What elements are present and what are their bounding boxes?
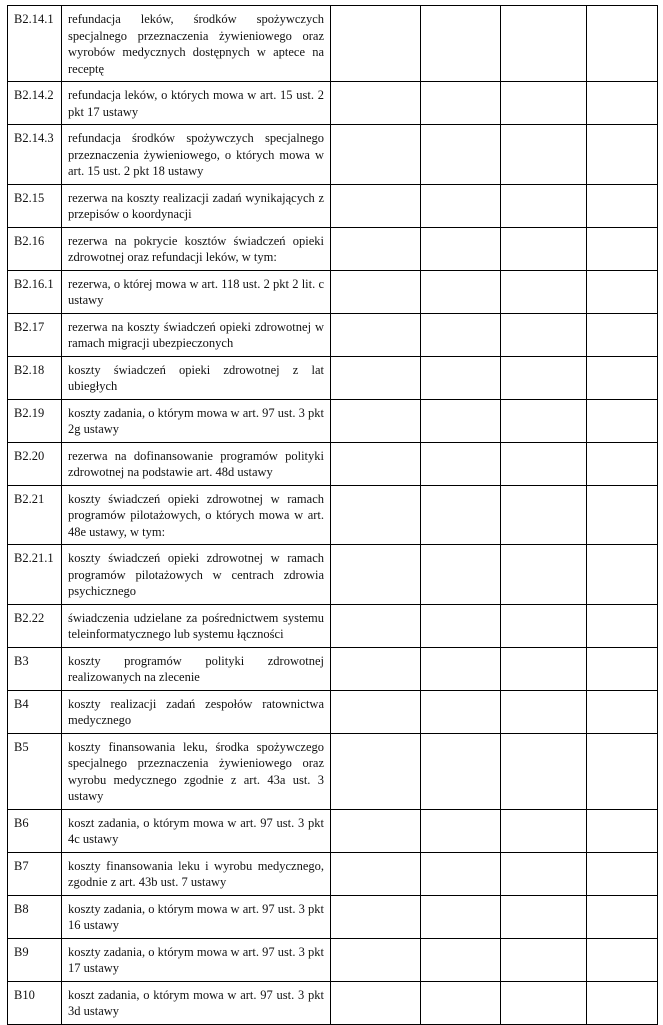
- row-code: B2.19: [8, 399, 62, 442]
- row-code: B2.18: [8, 356, 62, 399]
- row-code: B9: [8, 938, 62, 981]
- value-cell: [421, 545, 501, 605]
- value-cell: [331, 356, 421, 399]
- row-description: refundacja leków, środków spożywczych specjalnego przeznaczenia żywieniowego oraz wyrobów medycznych dostępnych w aptece na receptę: [62, 6, 331, 82]
- table-row: [8, 809, 658, 852]
- value-cell: [501, 125, 587, 185]
- value-cell: [331, 938, 421, 981]
- row-description: rezerwa na koszty realizacji zadań wynikających z przepisów o koordynacji: [62, 184, 331, 227]
- value-cell: [501, 852, 587, 895]
- value-cell: [587, 399, 658, 442]
- value-cell: [587, 545, 658, 605]
- row-description: koszty finansowania leku, środka spożywczego specjalnego przeznaczenia żywieniowego oraz wyrobu medycznego zgodnie z art. 43a ust. 3 ustawy: [62, 733, 331, 809]
- value-cell: [421, 227, 501, 270]
- row-description: koszty realizacji zadań zespołów ratownictwa medycznego: [62, 690, 331, 733]
- value-cell: [421, 852, 501, 895]
- value-cell: [587, 485, 658, 545]
- value-cell: [501, 690, 587, 733]
- value-cell: [587, 442, 658, 485]
- value-cell: [587, 852, 658, 895]
- value-cell: [331, 82, 421, 125]
- value-cell: [331, 604, 421, 647]
- value-cell: [421, 6, 501, 82]
- value-cell: [501, 6, 587, 82]
- value-cell: [587, 895, 658, 938]
- value-cell: [501, 270, 587, 313]
- table-row: [8, 690, 658, 733]
- row-code: B2.22: [8, 604, 62, 647]
- row-code: B2.14.1: [8, 6, 62, 82]
- table-row: [8, 545, 658, 605]
- value-cell: [331, 809, 421, 852]
- table-row: [8, 227, 658, 270]
- value-cell: [587, 184, 658, 227]
- value-cell: [331, 399, 421, 442]
- value-cell: [501, 981, 587, 1024]
- table-row: [8, 604, 658, 647]
- value-cell: [587, 356, 658, 399]
- value-cell: [587, 313, 658, 356]
- value-cell: [421, 356, 501, 399]
- value-cell: [501, 604, 587, 647]
- value-cell: [587, 125, 658, 185]
- row-code: B2.16.1: [8, 270, 62, 313]
- row-code: B8: [8, 895, 62, 938]
- row-code: B4: [8, 690, 62, 733]
- table-row: [8, 647, 658, 690]
- value-cell: [587, 981, 658, 1024]
- row-description: rezerwa, o której mowa w art. 118 ust. 2 pkt 2 lit. c ustawy: [62, 270, 331, 313]
- table-row: [8, 852, 658, 895]
- value-cell: [421, 733, 501, 809]
- value-cell: [501, 895, 587, 938]
- row-code: B2.17: [8, 313, 62, 356]
- table-row: [8, 270, 658, 313]
- value-cell: [421, 604, 501, 647]
- table-row: [8, 313, 658, 356]
- value-cell: [421, 485, 501, 545]
- value-cell: [331, 647, 421, 690]
- table-row: [8, 485, 658, 545]
- value-cell: [331, 442, 421, 485]
- row-code: B2.14.3: [8, 125, 62, 185]
- value-cell: [501, 647, 587, 690]
- value-cell: [421, 82, 501, 125]
- value-cell: [501, 82, 587, 125]
- table-row: [8, 399, 658, 442]
- value-cell: [501, 485, 587, 545]
- table-row: [8, 733, 658, 809]
- value-cell: [421, 442, 501, 485]
- value-cell: [331, 852, 421, 895]
- table-row: [8, 981, 658, 1024]
- value-cell: [331, 313, 421, 356]
- value-cell: [587, 270, 658, 313]
- value-cell: [421, 809, 501, 852]
- value-cell: [501, 227, 587, 270]
- table-row: [8, 895, 658, 938]
- value-cell: [587, 227, 658, 270]
- value-cell: [587, 938, 658, 981]
- value-cell: [421, 938, 501, 981]
- row-code: B2.20: [8, 442, 62, 485]
- value-cell: [421, 647, 501, 690]
- cost-table: [7, 5, 658, 1025]
- value-cell: [501, 809, 587, 852]
- row-description: koszty zadania, o którym mowa w art. 97 ust. 3 pkt 17 ustawy: [62, 938, 331, 981]
- value-cell: [501, 313, 587, 356]
- row-description: koszty świadczeń opieki zdrowotnej w ramach programów pilotażowych w centrach zdrowia psychicznego: [62, 545, 331, 605]
- row-description: koszty zadania, o którym mowa w art. 97 ust. 3 pkt 2g ustawy: [62, 399, 331, 442]
- value-cell: [587, 690, 658, 733]
- row-description: koszty finansowania leku i wyrobu medycznego, zgodnie z art. 43b ust. 7 ustawy: [62, 852, 331, 895]
- value-cell: [421, 125, 501, 185]
- value-cell: [331, 125, 421, 185]
- row-code: B2.21.1: [8, 545, 62, 605]
- row-description: koszt zadania, o którym mowa w art. 97 ust. 3 pkt 4c ustawy: [62, 809, 331, 852]
- value-cell: [501, 545, 587, 605]
- table-row: [8, 938, 658, 981]
- table-row: [8, 82, 658, 125]
- row-description: refundacja leków, o których mowa w art. 15 ust. 2 pkt 17 ustawy: [62, 82, 331, 125]
- value-cell: [421, 690, 501, 733]
- row-code: B6: [8, 809, 62, 852]
- value-cell: [501, 356, 587, 399]
- row-description: świadczenia udzielane za pośrednictwem systemu teleinformatycznego lub systemu łączności: [62, 604, 331, 647]
- value-cell: [421, 184, 501, 227]
- value-cell: [331, 184, 421, 227]
- table-row: [8, 125, 658, 185]
- row-description: rezerwa na dofinansowanie programów polityki zdrowotnej na podstawie art. 48d ustawy: [62, 442, 331, 485]
- row-code: B10: [8, 981, 62, 1024]
- row-description: koszty świadczeń opieki zdrowotnej z lat ubiegłych: [62, 356, 331, 399]
- value-cell: [587, 647, 658, 690]
- value-cell: [421, 895, 501, 938]
- table-row: [8, 442, 658, 485]
- value-cell: [501, 442, 587, 485]
- value-cell: [331, 6, 421, 82]
- row-code: B5: [8, 733, 62, 809]
- row-code: B2.14.2: [8, 82, 62, 125]
- value-cell: [331, 733, 421, 809]
- value-cell: [331, 545, 421, 605]
- value-cell: [587, 82, 658, 125]
- value-cell: [501, 733, 587, 809]
- row-code: B2.21: [8, 485, 62, 545]
- value-cell: [501, 184, 587, 227]
- value-cell: [331, 227, 421, 270]
- value-cell: [587, 6, 658, 82]
- row-description: koszty programów polityki zdrowotnej realizowanych na zlecenie: [62, 647, 331, 690]
- value-cell: [421, 399, 501, 442]
- value-cell: [331, 485, 421, 545]
- value-cell: [331, 690, 421, 733]
- value-cell: [331, 895, 421, 938]
- value-cell: [421, 313, 501, 356]
- value-cell: [587, 604, 658, 647]
- row-description: rezerwa na pokrycie kosztów świadczeń opieki zdrowotnej oraz refundacji leków, w tym:: [62, 227, 331, 270]
- row-code: B2.15: [8, 184, 62, 227]
- value-cell: [587, 733, 658, 809]
- row-description: koszty świadczeń opieki zdrowotnej w ramach programów pilotażowych, o których mowa w art. 48e ustawy, w tym:: [62, 485, 331, 545]
- table-row: [8, 184, 658, 227]
- value-cell: [331, 270, 421, 313]
- row-code: B2.16: [8, 227, 62, 270]
- row-description: koszty zadania, o którym mowa w art. 97 ust. 3 pkt 16 ustawy: [62, 895, 331, 938]
- table-row: [8, 356, 658, 399]
- value-cell: [501, 399, 587, 442]
- row-code: B7: [8, 852, 62, 895]
- row-description: refundacja środków spożywczych specjalnego przeznaczenia żywieniowego, o których mowa w art. 15 ust. 2 pkt 18 ustawy: [62, 125, 331, 185]
- value-cell: [587, 809, 658, 852]
- value-cell: [421, 981, 501, 1024]
- table-row: [8, 6, 658, 82]
- value-cell: [421, 270, 501, 313]
- value-cell: [331, 981, 421, 1024]
- row-code: B3: [8, 647, 62, 690]
- table-body: [8, 6, 658, 1025]
- row-description: rezerwa na koszty świadczeń opieki zdrowotnej w ramach migracji ubezpieczonych: [62, 313, 331, 356]
- value-cell: [501, 938, 587, 981]
- row-description: koszt zadania, o którym mowa w art. 97 ust. 3 pkt 3d ustawy: [62, 981, 331, 1024]
